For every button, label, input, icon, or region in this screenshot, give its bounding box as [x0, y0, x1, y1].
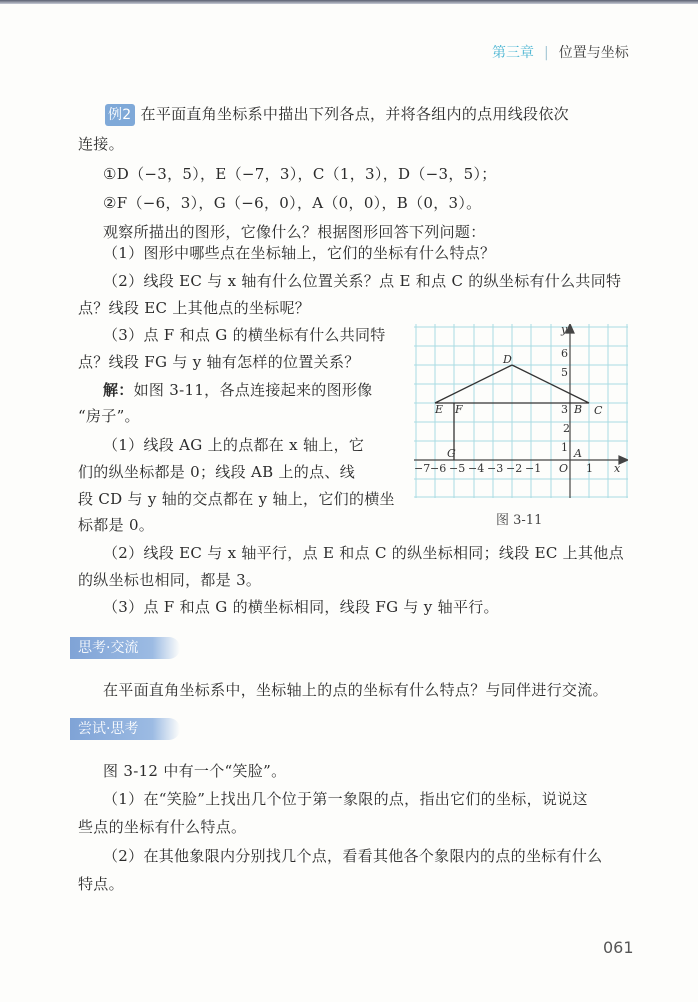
answer-1-line-2: 们的纵坐标都是 0；线段 AB 上的点、线 [78, 463, 356, 481]
try-think-q1-line-2: 些点的坐标有什么特点。 [78, 818, 247, 836]
header-separator: | [544, 45, 549, 61]
question-3-line-1: （3）点 F 和点 G 的横坐标有什么共同特 [103, 326, 386, 344]
svg-text:E: E [435, 403, 444, 416]
example-prompt: 观察所描出的图形，它像什么？根据图形回答下列问题： [103, 223, 486, 241]
svg-text:G: G [447, 447, 456, 460]
svg-text:−1: −1 [525, 462, 542, 475]
try-think-intro: 图 3-12 中有一个“笑脸”。 [103, 762, 287, 780]
answer-1-line-3: 段 CD 与 y 轴的交点都在 y 轴上，它们的横坐 [78, 490, 395, 508]
svg-text:−3: −3 [487, 462, 504, 475]
question-2-line-1: （2）线段 EC 与 x 轴有什么位置关系？点 E 和点 C 的纵坐标有什么共同特 [103, 272, 622, 290]
answer-1-line-1: （1）线段 AG 上的点都在 x 轴上，它 [103, 436, 365, 454]
svg-text:−4: −4 [468, 462, 485, 475]
figure-caption: 图 3-11 [496, 513, 543, 528]
try-think-tag: 尝试·思考 [70, 718, 180, 740]
svg-text:6: 6 [561, 347, 568, 360]
solution-line-2: “房子”。 [78, 407, 140, 425]
solution-label: 解： [103, 381, 134, 399]
svg-text:2: 2 [563, 422, 570, 435]
scan-edge [0, 0, 698, 4]
svg-text:3: 3 [561, 403, 568, 416]
svg-text:A: A [574, 447, 582, 460]
question-3-line-2: 点？线段 FG 与 y 轴有怎样的位置关系？ [78, 353, 360, 371]
svg-text:5: 5 [561, 366, 568, 379]
try-think-q2-line-2: 特点。 [78, 875, 124, 893]
solution-text: 如图 3-11，各点连接起来的图形像 [133, 381, 373, 399]
svg-text:1: 1 [586, 462, 593, 475]
svg-text:F: F [455, 403, 463, 416]
example-text: 在平面直角坐标系中描出下列各点，并将各组内的点用线段依次 [140, 105, 569, 123]
example-line-1 [105, 104, 569, 126]
answer-2-line-1: （2）线段 EC 与 x 轴平行，点 E 和点 C 的纵坐标相同；线段 EC 上其他点 [103, 544, 624, 562]
try-think-q1-line-1: （1）在“笑脸”上找出几个位于第一象限的点，指出它们的坐标，说说这 [103, 790, 588, 808]
running-header [492, 42, 629, 62]
example-badge: 例2 [105, 104, 135, 126]
svg-text:−5: −5 [449, 462, 466, 475]
svg-text:D: D [503, 353, 512, 366]
chapter-label: 第三章 [492, 45, 534, 61]
question-1: （1）图形中哪些点在坐标轴上，它们的坐标有什么特点？ [103, 244, 496, 262]
point-group-1: ①D（−3，5），E（−7，3），C（1，3），D（−3，5）； [103, 165, 497, 183]
example-line-2: 连接。 [78, 135, 124, 153]
svg-text:y: y [561, 324, 568, 336]
think-exchange-text: 在平面直角坐标系中，坐标轴上的点的坐标有什么特点？与同伴进行交流。 [103, 681, 608, 699]
coordinate-figure [414, 324, 628, 498]
answer-2-line-2: 的纵坐标也相同，都是 3。 [78, 571, 262, 589]
point-group-2: ②F（−6，3），G（−6，0），A（0，0），B（0，3）。 [103, 194, 482, 212]
svg-text:−7: −7 [414, 462, 431, 475]
svg-text:1: 1 [561, 441, 568, 454]
page-number: 061 [603, 938, 634, 957]
svg-text:−6: −6 [430, 462, 447, 475]
question-2-line-2: 点？线段 EC 上其他点的坐标呢？ [78, 299, 311, 317]
solution-line-1 [103, 380, 372, 400]
answer-3: （3）点 F 和点 G 的横坐标相同，线段 FG 与 y 轴平行。 [103, 598, 499, 616]
svg-text:O: O [559, 462, 569, 475]
svg-text:B: B [574, 403, 583, 416]
think-exchange-tag: 思考·交流 [70, 637, 180, 659]
answer-1-line-4: 标都是 0。 [78, 516, 155, 534]
svg-text:−2: −2 [506, 462, 523, 475]
svg-text:C: C [594, 404, 603, 417]
chapter-title: 位置与坐标 [558, 45, 629, 61]
svg-text:x: x [614, 462, 621, 475]
try-think-q2-line-1: （2）在其他象限内分别找几个点，看看其他各个象限内的点的坐标有什么 [103, 847, 603, 865]
